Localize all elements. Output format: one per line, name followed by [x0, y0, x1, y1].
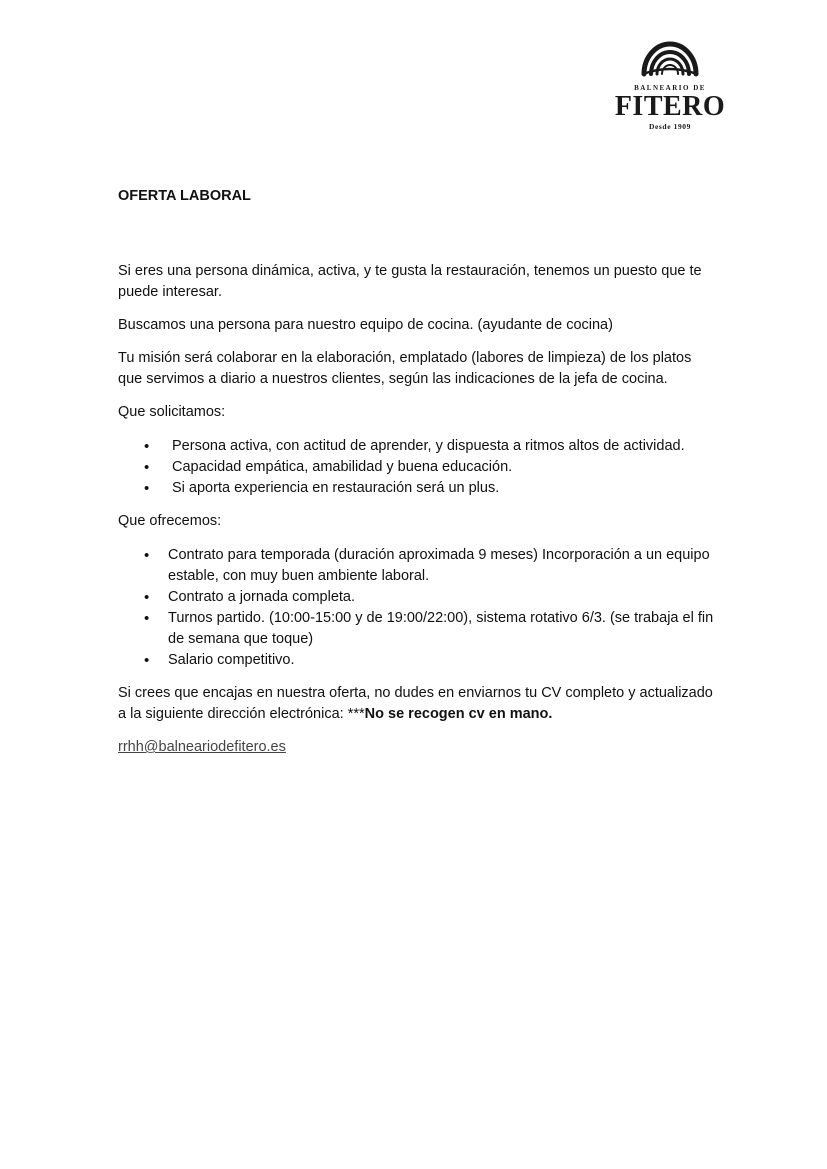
intro-paragraph: Si eres una persona dinámica, activa, y te gusta la restauración, tenemos un puesto que te puede interesar. [118, 263, 702, 300]
list-item: • Persona activa, con actitud de aprender, y dispuesta a ritmos altos de actividad. [118, 436, 714, 457]
logo-pretitle: BALNEARIO DE [634, 84, 706, 92]
search-paragraph: Buscamos una persona para nuestro equipo de cocina. (ayudante de cocina) [118, 317, 613, 333]
list-item: • Salario competitivo. [118, 650, 714, 671]
page-title: OFERTA LABORAL [118, 188, 251, 204]
company-logo [600, 34, 740, 131]
mission-paragraph: Tu misión será colaborar en la elaboración, emplatado (labores de limpieza) de los platos que servimos a diario a nuestros clientes, según las indicaciones de la jefa de cocina. [118, 350, 692, 387]
requirements-list [118, 436, 714, 499]
email-link[interactable]: rrhh@balneariodefitero.es [118, 739, 286, 755]
offer-list [118, 545, 714, 671]
list-item: • Contrato a jornada completa. [118, 587, 714, 608]
list-item: • Capacidad empática, amabilidad y buena educación. [118, 457, 714, 478]
closing-text: Si crees que encajas en nuestra oferta, no dudes en enviarnos tu CV completo y actualizado a la siguiente dirección electrónica: *** [118, 685, 713, 722]
requirements-heading: Que solicitamos: [118, 404, 226, 420]
logo-name: FITERO [614, 91, 726, 122]
arches-logo-icon [639, 34, 701, 78]
list-item: • Contrato para temporada (duración aproximada 9 meses) Incorporación a un equipo estable, con muy buen ambiente laboral. [118, 545, 714, 587]
list-item: • Si aporta experiencia en restauración será un plus. [118, 478, 714, 499]
list-item: • Turnos partido. (10:00-15:00 y de 19:00/22:00), sistema rotativo 6/3. (se trabaja el fin de semana que toque) [118, 608, 714, 650]
closing-bold-note: No se recogen cv en mano. [364, 706, 553, 722]
offer-heading: Que ofrecemos: [118, 513, 222, 529]
closing-paragraph [118, 683, 714, 725]
job-offer-document [118, 186, 714, 758]
logo-since: Desde 1909 [648, 122, 692, 131]
